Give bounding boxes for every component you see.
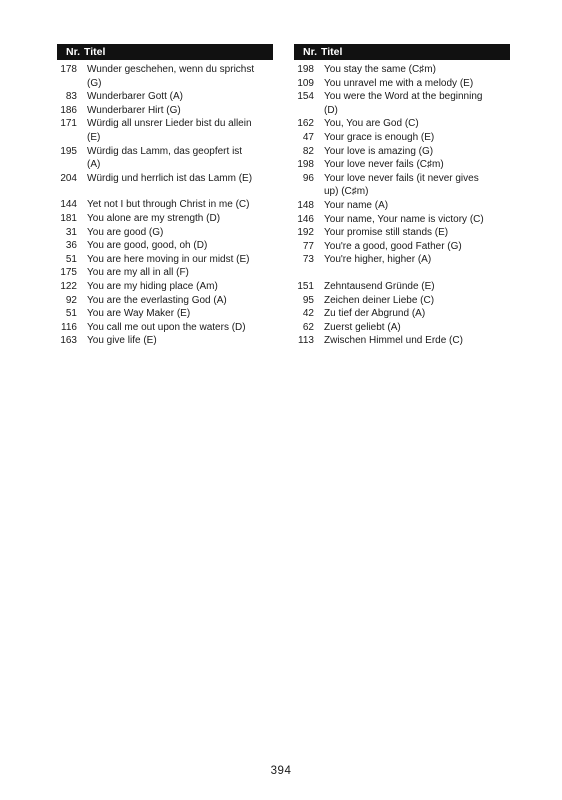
song-title: You are good, good, oh (D): [87, 240, 208, 252]
list-item: [294, 145, 510, 159]
song-number: 146: [297, 213, 314, 225]
song-number: 51: [65, 253, 77, 265]
song-title: You're a good, good Father (G): [324, 240, 462, 252]
header-nr: Nr.: [302, 46, 317, 58]
song-title: Yet not I but through Christ in me (C): [87, 199, 250, 211]
song-title: Your love never fails (it never gives up) (C♯m): [324, 172, 479, 198]
song-number: 62: [302, 321, 314, 333]
song-title: You're higher, higher (A): [324, 254, 432, 266]
list-item: [57, 198, 273, 212]
table-header: [294, 44, 510, 60]
list-item: [294, 172, 510, 199]
song-number: 192: [297, 227, 314, 239]
song-title: You are my hiding place (Am): [87, 280, 218, 292]
list-item: [57, 90, 273, 104]
song-number: 73: [302, 254, 314, 266]
list-item: [57, 294, 273, 308]
song-title: You were the Word at the beginning (D): [324, 91, 483, 116]
song-number: 109: [297, 77, 314, 89]
list-item: [57, 226, 273, 240]
list-item: [294, 199, 510, 213]
song-number: 96: [302, 172, 314, 184]
song-title: Zeichen deiner Liebe (C): [324, 294, 435, 306]
song-title: You are my all in all (F): [87, 267, 189, 279]
song-title: You are here moving in our midst (E): [87, 253, 250, 265]
song-number: 163: [60, 335, 77, 347]
song-title: You are the everlasting God (A): [87, 294, 227, 306]
song-title: Your promise still stands (E): [324, 227, 449, 239]
group-spacer: [57, 185, 273, 198]
song-title: Würdig all unsrer Lieder bist du allein (E): [87, 118, 252, 143]
song-number: 175: [60, 267, 77, 279]
song-number: 122: [60, 280, 77, 292]
list-item: [57, 117, 273, 144]
song-list: [57, 60, 273, 348]
song-number: 92: [65, 294, 77, 306]
list-item: [294, 321, 510, 335]
song-title: Your love is amazing (G): [324, 145, 434, 157]
list-item: [294, 226, 510, 240]
list-item: [294, 117, 510, 131]
song-number: 148: [297, 199, 314, 211]
song-number: 204: [60, 172, 77, 184]
song-title: You are good (G): [87, 226, 164, 238]
list-item: [57, 307, 273, 321]
song-title: You call me out upon the waters (D): [87, 321, 246, 333]
song-title: Würdig und herrlich ist das Lamm (E): [87, 172, 253, 184]
list-item: [294, 63, 510, 77]
song-number: 47: [302, 131, 314, 143]
song-number: 31: [65, 226, 77, 238]
list-item: [57, 334, 273, 348]
song-number: 186: [60, 104, 77, 116]
list-item: [57, 172, 273, 186]
page-number: 394: [270, 765, 292, 777]
list-item: [57, 321, 273, 335]
song-title: Zuerst geliebt (A): [324, 321, 401, 333]
list-item: [57, 253, 273, 267]
song-number: 113: [298, 335, 314, 347]
song-number: 181: [60, 212, 77, 224]
song-title: Zwischen Himmel und Erde (C): [324, 335, 463, 347]
song-number: 51: [65, 308, 77, 320]
list-item: [294, 158, 510, 172]
song-number: 178: [60, 64, 77, 75]
song-title: Your name (A): [324, 199, 389, 211]
song-title: Würdig das Lamm, das geopfert ist (A): [87, 145, 243, 171]
song-number: 82: [302, 145, 314, 157]
song-title: You are Way Maker (E): [87, 308, 191, 320]
song-number: 154: [297, 91, 314, 103]
list-item: [294, 213, 510, 227]
list-item: [57, 104, 273, 118]
song-title: Zehntausend Gründe (E): [324, 280, 435, 292]
song-title: Your name, Your name is victory (C): [324, 213, 484, 225]
song-title: Wunder geschehen, wenn du sprichst (G): [87, 64, 255, 89]
song-title: Zu tief der Abgrund (A): [324, 308, 426, 320]
list-item: [57, 212, 273, 226]
song-title: Your love never fails (C♯m): [324, 159, 444, 171]
list-item: [294, 131, 510, 145]
song-number: 195: [60, 145, 77, 157]
list-item: [57, 280, 273, 294]
list-item: [294, 294, 510, 308]
index-column-right: [294, 44, 510, 348]
song-title: You unravel me with a melody (E): [324, 77, 474, 89]
list-item: [57, 63, 273, 90]
list-item: [294, 307, 510, 321]
song-number: 77: [302, 240, 314, 252]
song-number: 198: [297, 64, 314, 75]
song-number: 116: [61, 321, 77, 333]
song-number: 162: [297, 118, 314, 130]
song-number: 171: [60, 118, 77, 130]
song-list: [294, 60, 510, 348]
song-title: You give life (E): [87, 335, 157, 347]
group-spacer: [294, 267, 510, 280]
song-title: Wunderbarer Gott (A): [87, 91, 183, 103]
song-number: 95: [302, 294, 314, 306]
header-nr: Nr.: [65, 46, 80, 58]
song-title: Your grace is enough (E): [324, 131, 435, 143]
list-item: [57, 266, 273, 280]
song-number: 42: [302, 308, 314, 320]
song-number: 36: [65, 240, 77, 252]
list-item: [294, 253, 510, 267]
list-item: [57, 145, 273, 172]
header-title: Titel: [321, 46, 343, 58]
song-title: Wunderbarer Hirt (G): [87, 104, 181, 116]
list-item: [294, 280, 510, 294]
list-item: [294, 77, 510, 91]
list-item: [294, 90, 510, 117]
list-item: [294, 240, 510, 254]
song-title: You, You are God (C): [324, 118, 419, 130]
list-item: [57, 239, 273, 253]
list-item: [294, 334, 510, 348]
table-header: [57, 44, 273, 60]
song-number: 83: [65, 91, 77, 103]
song-number: 151: [297, 280, 314, 292]
song-number: 144: [60, 199, 77, 211]
song-title: You stay the same (C♯m): [324, 64, 436, 75]
index-column-left: [57, 44, 273, 348]
header-title: Titel: [84, 46, 106, 58]
song-number: 198: [297, 159, 314, 171]
song-title: You alone are my strength (D): [87, 212, 221, 224]
